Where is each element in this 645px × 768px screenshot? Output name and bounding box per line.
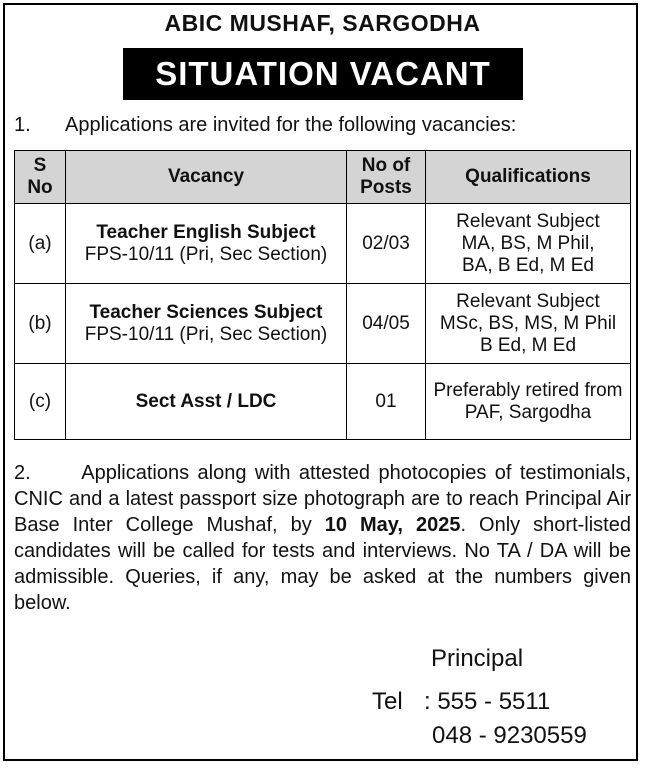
qualification-line: MA, BS, M Phil, — [461, 232, 595, 254]
header-qualifications: Qualifications — [426, 151, 631, 204]
deadline-date: 10 May, 2025 — [324, 514, 461, 536]
table-header-row — [15, 151, 631, 204]
vacancy-grade: FPS-10/11 (Pri, Sec Section) — [84, 323, 328, 345]
row-qualifications — [426, 284, 631, 364]
row-vacancy — [66, 204, 347, 284]
vacancy-grade: FPS-10/11 (Pri, Sec Section) — [84, 243, 328, 265]
para-number-2: 2. — [14, 462, 31, 484]
row-vacancy — [66, 284, 347, 364]
situation-vacant-banner: SITUATION VACANT — [123, 48, 523, 100]
row-qualifications — [426, 364, 631, 440]
instructions-text-1: Applications along with attested photocopies of testimonials, CNIC and a latest passport size photograph are to reach Principal Air Base Inter College Mushaf, by — [14, 462, 631, 536]
table-row — [15, 364, 631, 440]
row-vacancy — [66, 364, 347, 440]
qualification-line: MSc, BS, MS, M Phil — [439, 312, 617, 334]
qualification-line: Preferably retired from — [433, 379, 623, 401]
row-posts: 04/05 — [347, 284, 426, 364]
tel-number-2: 048 - 9230559 — [432, 722, 587, 749]
organization-name: ABIC MUSHAF, SARGODHA — [164, 10, 481, 36]
row-sno: (c) — [15, 364, 66, 440]
header-vacancy: Vacancy — [66, 151, 347, 204]
qualification-line: BA, B Ed, M Ed — [462, 254, 594, 276]
vacancy-title: Teacher English Subject — [96, 221, 316, 243]
qualification-line: Relevant Subject — [456, 210, 600, 232]
para-number-1: 1. — [14, 114, 31, 136]
vacancy-table — [14, 150, 631, 440]
qualification-line: PAF, Sargodha — [464, 401, 592, 423]
qualification-line: B Ed, M Ed — [479, 334, 577, 356]
row-qualifications — [426, 204, 631, 284]
vacancy-title: Sect Asst / LDC — [135, 390, 277, 412]
tel-label: Tel — [372, 688, 403, 715]
instructions-text-2: . Only short-listed candidates will be called for tests and interviews. No TA / DA will be admissible. Queries, if any, may be asked at the numbers given below. — [14, 514, 631, 614]
header-posts: No of Posts — [347, 151, 426, 204]
signatory-title: Principal — [431, 645, 524, 672]
tel-number-1: : 555 - 5511 — [424, 688, 551, 715]
table-row — [15, 284, 631, 364]
table-row — [15, 204, 631, 284]
instructions-paragraph — [14, 460, 631, 616]
header-sno: S No — [15, 151, 66, 204]
row-sno: (b) — [15, 284, 66, 364]
telephone-row-1 — [372, 688, 550, 716]
intro-paragraph — [14, 114, 624, 137]
qualification-line: Relevant Subject — [456, 290, 600, 312]
row-sno: (a) — [15, 204, 66, 284]
row-posts: 02/03 — [347, 204, 426, 284]
intro-text: Applications are invited for the following vacancies: — [65, 114, 517, 136]
row-posts: 01 — [347, 364, 426, 440]
vacancy-title: Teacher Sciences Subject — [89, 301, 323, 323]
